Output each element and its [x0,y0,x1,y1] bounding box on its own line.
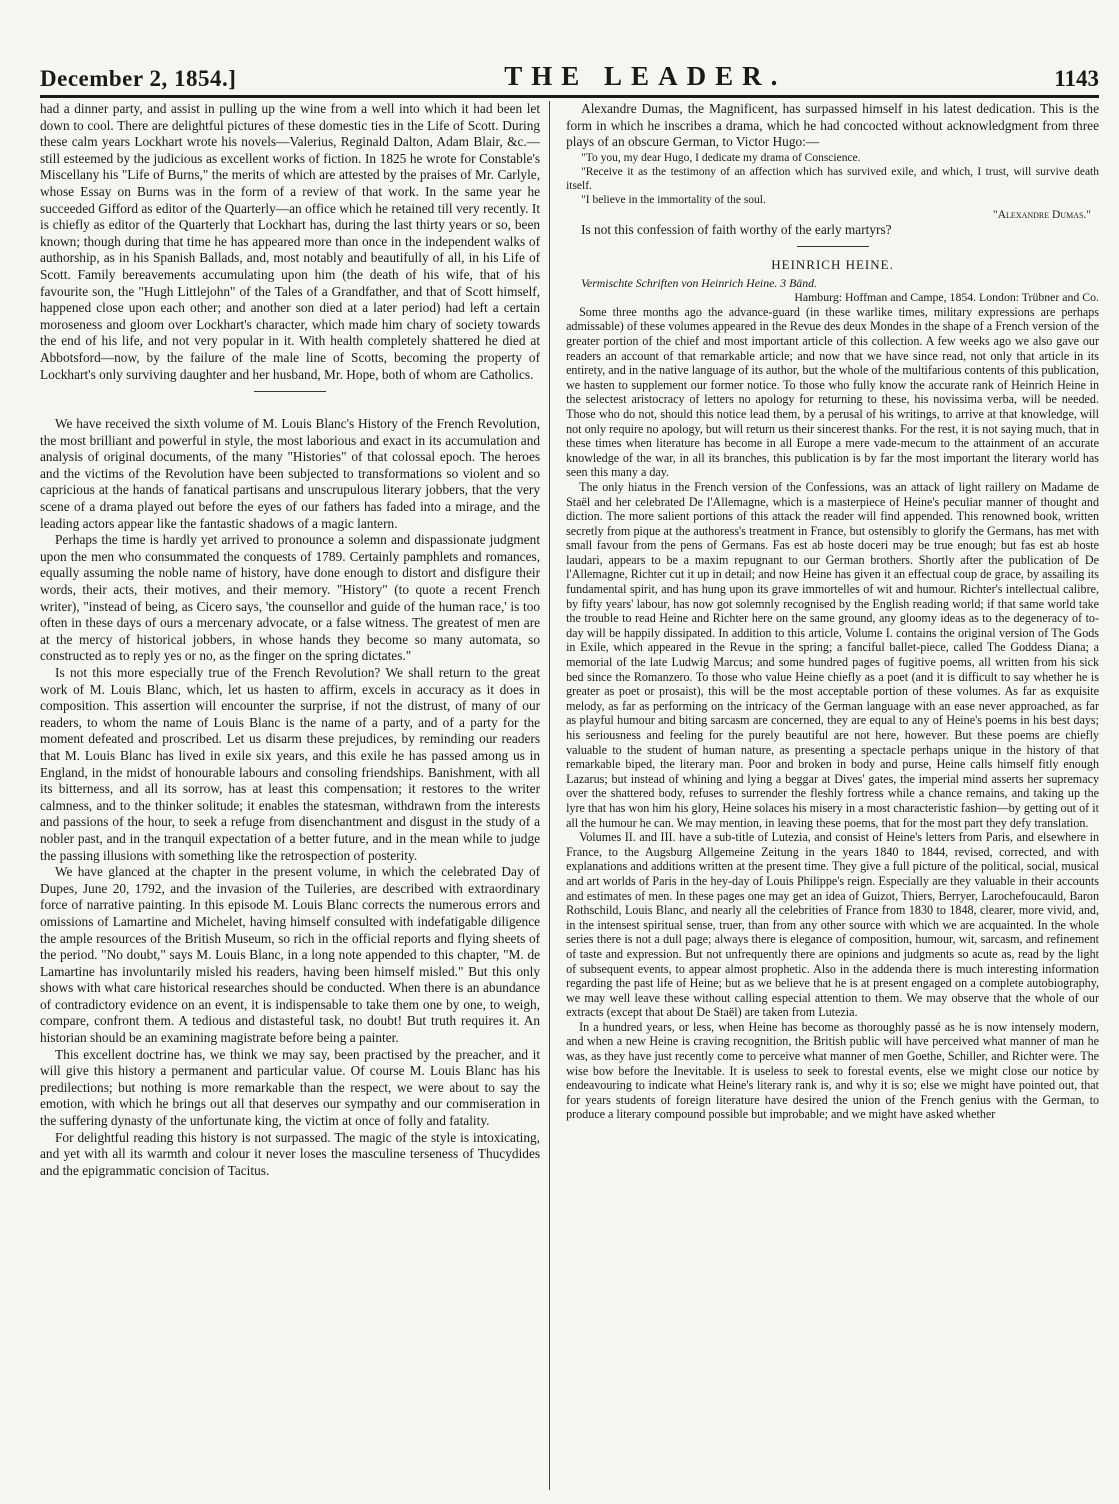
review-paragraph-2: The only hiatus in the French version of the Confessions, was an attack of light raillery on Madame de Staël and her celebrated De l'Allemagne, which is a masterpiece of Heine's peculiar manner of thought and diction. The more salient portions of this attack the reader will find appended. This renowned book, written secretly from pique at the authoress's treatment in France, but ostensibly to glorify the Germans, has met with small favour from the pens of Germans. Fas est ab hoste doceri may be true enough; but fas est ab hoste laudari, appears to be a maxim repugnant to our German brothers. Shortly after the publication of De l'Allemagne, Richter cut it up in detail; and now Heine has given it an effectual coup de grace, by assailing its fundamental spirit, and has hung upon its grave immortelles of wit and humour. Richter's intellectual calibre, by fifty years' labour, has now got solemnly recognised by the English reading world; if that same world take the trouble to read Heine and Richter here on the same ground, any gloomy ideas as to the degeneracy of to-day will be happily dissipated. In addition to this article, Volume I. contains the original version of The Gods in Exile, which appeared in the Revue in the spring; a fanciful ballet-piece, called The Goddess Diana; a memorial of the late Ludwig Marcus; and some hundred pages of fugitive poems, all written from his sick bed since the Romanzero. To those who value Heine chiefly as a poet (and it is difficult to say whether he is greater as poet or prosaist), this will be the most acceptable portion of these volumes. As far as exquisite melody, as far as performing on the intricacy of the German language with an ease never approached, as far as playful humour and biting sarcasm are concerned, they are equal to any of Heine's poems in his best days; his seriousness and feeling for the purely beautiful are not here, however. But these poems are chiefly valuable to the student of human nature, as presenting a spectacle perhaps unique in the history of that remarkable biped, the literary man. Poor and broken in body and purse, Heine calls himself fitly enough Lazarus; but instead of whining and lying a beggar at Dives' gates, the imperial mind asserts her supremacy over the shattered body, refuses to surrender the fleshly fortress while a chance remains, and taking up the lyre that has won him his glory, Heine solaces his misery in a most characteristic fashion—by getting out of it all the humour he can. We may mention, in leaving these poems, that for the most part they defy translation. [566,479,1099,830]
column-rule [549,101,566,1490]
section-divider [254,391,326,392]
left-column [40,101,540,1490]
dumas-signature: "Alexandre Dumas." [993,208,1091,221]
blanc-paragraph-1: We have received the sixth volume of M. Louis Blanc's History of the French Revolution, the most brilliant and powerful in style, the most laborious and exact in its accumulation and analysis of original documents, of the many "Histories" of that colossal epoch. The heroes and the victims of the Revolution have been subjected to transformations so violent and so capricious at the hands of fanatical partisans and unscrupulous literary jobbers, that the very scene of a drama played out before the eyes of our fathers has faded into a mirage, and the leading actors appear like the fantastic shadows of a magic lantern. [40,416,541,531]
section-divider [797,246,869,247]
blanc-paragraph-5: This excellent doctrine has, we think we may say, been practised by the preacher, and it will give this history a permanent and particular value. Of course M. Louis Blanc has his predilections; but nothing is more remarkable than the respect, we were about to say the emotion, with which he brings out all that deserves our sympathy and our commiseration in the suffering dynasty of the unfortunate king, the victim at once of folly and fatality. [40,1046,541,1129]
review-paragraph-1: Some three months ago the advance-guard (in these warlike times, military expressions are perhaps admissable) of these volumes appeared in the Revue des deux Mondes in the shape of a French version of the greater portion of the chief and most important article of this collection. A few weeks ago we also gave our readers an account of that remarkable article; and now that we have since read, not only that article in its entirety, and in the native language of its author, but the whole of the multifarious contents of this publication, we hasten to supplement our former notice. To those who fully know the accurate rank of Heinrich Heine in the selectest aristocracy of letters no apology for returning to these, his novissima verba, will be needed. Those who do not, should this notice lead them, by a perusal of his writings, to arrive at that knowledge, will not only require no apology, but will return us their sincerest thanks. For the rest, it is not saying much, that in these times when literature has become in all Europe a mere vade-mecum to the attainment of an accurate knowledge of the war, in all its branches, this publication is by far the most important the literary world has seen this many a day. [566,304,1099,480]
columns [40,101,1099,1490]
newspaper-title: THE LEADER. [504,61,787,91]
issue-date: December 2, 1854.] [40,66,237,91]
blanc-paragraph-4: We have glanced at the chapter in the present volume, in which the celebrated Day of Dupes, June 20, 1792, and the invasion of the Tuileries, are described with extraordinary force of narrative painting. In this episode M. Louis Blanc corrects the numerous errors and omissions of Lamartine and Michelet, having himself consulted with indefatigable diligence the ample resources of the British Museum, so rich in the official reports and flying sheets of the period. "No doubt," says M. Louis Blanc, in a long note appended to this chapter, "M. de Lamartine has involuntarily misled his readers, having been himself misled." But this only shows with what care historical researches should be conducted. When there is an abundance of contradictory evidence on an event, it is indispensable to take them one by one, to weigh, compare, confront them. A tedious and distasteful task, no doubt! But truth requires it. An historian should be an examining magistrate before being a painter. [40,864,541,1046]
dumas-quote-line: "To you, my dear Hugo, I dedicate my drama of Conscience. [581,151,861,164]
review-paragraph-4: In a hundred years, or less, when Heine has become as thoroughly passé as he is now intensely modern, and when a new Heine is craving recognition, the British public will have perceived what manner of man he was, as they have just recently come to perceive what manner of men Goethe, Schiller, and Richter were. The wise bow before the Inevitable. It is useless to seek to forestal events, else we might close our notice by endeavouring to indicate what Heine's literary rank is, and why it is so; else we might have pointed out, that for years students of foreign literature have desired the union of the French genius with the German, to produce a literary compound possible but improbable; and we might have asked whether [566,1019,1099,1122]
bibliography-publisher: Hamburg: Hoffman and Campe, 1854. London: Trübner and Co. [794,290,1099,305]
review-body [566,305,1099,1122]
dumas-question: Is not this confession of faith worthy of the early martyrs? [581,221,892,237]
blanc-paragraph-3: Is not this more especially true of the French Revolution? We shall return to the great work of M. Louis Blanc, which, let us hasten to affirm, excels in accuracy as it does in composition. This assertion will encounter the surprise, if not the distrust, of many of our readers, to whom the name of Louis Blanc is the name of a party, and of a party for the moment defeated and proscribed. Let us disarm these prejudices, by reminding our readers that M. Louis Blanc has lived in exile six years, and this exile he has passed among us in England, in the midst of honourable labours and consoling friendships. Banishment, with all its bitterness, and all its sorrow, has at least this compensation; it restores to the writer calmness, and to the thinker solitude; it enables the statesman, withdrawn from the interests and passions of the hour, to seek a refuge from disenchantment and disgust in the study of a nobler past, and in the tranquil expectation of a better future, and in the mean while to judge the passing illusions with something like the retrospection of posterity. [40,665,541,863]
blanc-paragraph-6: For delightful reading this history is not surpassed. The magic of the style is intoxicating, and yet with all its warmth and colour it never loses the masculine terseness of Thucydides and the epigrammatic concision of Tacitus. [40,1129,541,1178]
dumas-quote-line: "Receive it as the testimony of an affection which has survived exile, and which, I trust, will survive death itself. [566,165,1099,193]
dumas-quote-line: "I believe in the immortality of the soul. [581,194,766,207]
masthead-rule [40,95,1099,98]
lockhart-paragraph: had a dinner party, and assist in pulling up the wine from a well into which it had been let down to cool. There are delightful pictures of these domestic ties in the Life of Scott. During these calm years Lockhart wrote his novels—Valerius, Reginald Dalton, Adam Blair, &c.—still esteemed by the judicious as excellent works of fiction. In 1825 he wrote for Constable's Miscellany his "Life of Burns," the merits of which are attested by the praises of Mr. Carlyle, whose Essay on Burns was in the form of a review of that work. In the same year he succeeded Gifford as editor of the Quarterly—an office which he retained till very recently. It is chiefly as editor of the Quarterly that Lockhart has, during the last thirty years or so, been known; though during that time he has appeared more than once in the independent walks of authorship, as in his Spanish Ballads, and, most notably and beautifully of all, in his Life of Scott. Family bereavements accumulating upon him (the death of his wife, that of his favourite son, the "Hugh Littlejohn" of the Tales of a Grandfather, and that of Scott himself, happened close upon each other; and another son died at a later period) had left a certain moroseness and gloom over Lockhart's character, which made him chary of society towards the end of his life, and not very popular in it. With health completely shattered he died at Abbotsford—now, by the failure of the male line of Scotts, becoming the property of Lockhart's only surviving daughter and her husband, Mr. Hope, both of whom are Catholics. [40,101,541,382]
right-column [566,101,1099,1490]
review-paragraph-3: Volumes II. and III. have a sub-title of Lutezia, and consist of Heine's letters from Paris, and elsewhere in France, to the Augsburg Allgemeine Zeitung in the years 1840 to 1844, revised, corrected, and with explanations and additions written at the present time. They give a full picture of the political, social, musical and art worlds of Paris in the hey-day of Louis Philippe's reign. Especially are they valuable in their accounts and estimates of men. In these pages one may get an idea of Guizot, Thiers, Berryer, Larochefoucauld, Baron Rothschild, Louis Blanc, and nearly all the celebrities of France from 1830 to 1848, clearer, more vivid, and, in the intensest spiritual sense, truer, than from any other source with which we are acquainted. In the whole series there is not a dull page; always there is elegance of composition, humour, wit, sarcasm, and refinement of taste and expression. But not unfrequently there are opinions and judgments so acute as, read by the light of subsequent events, to appear almost prophetic. Also in the addenda there is much interesting information regarding the past life of Heine; but as we believe that he is at present engaged on a complete autobiography, we may well leave these without calling especial attention to them. We may observe that the whole of our extracts (except that about De Staël) are taken from Lutezia. [566,830,1099,1020]
bibliography-title: Vermischte Schriften von Heinrich Heine. 3 Bänd. [581,275,817,290]
dumas-intro: Alexandre Dumas, the Magnificent, has surpassed himself in his latest dedication. This is the form in which he inscribes a drama, which he had concocted without acknowledgment from three plays of an obscure German, to Victor Hugo:— [566,101,1099,150]
masthead [40,58,1099,92]
review-heading: HEINRICH HEINE. [771,257,894,273]
blanc-paragraph-2: Perhaps the time is hardly yet arrived to pronounce a solemn and dispassionate judgment upon the men who consummated the conquests of 1789. Certainly pamphlets and romances, equally assuming the noble name of history, have done enough to distort and disfigure their words, their acts, their motives, and their memory. "History" (to quote a recent French writer), "instead of being, as Cicero says, 'the counsellor and guide of the human race,' is too often in these days of ours a mercenary advocate, or a false witness. The greatest of men are at the mercy of historical jobbers, in whose hands they become so many automata, so constructed as to reply yes or no, as the finger on the spring dictates." [40,532,541,664]
page-number: 1143 [1054,66,1099,91]
